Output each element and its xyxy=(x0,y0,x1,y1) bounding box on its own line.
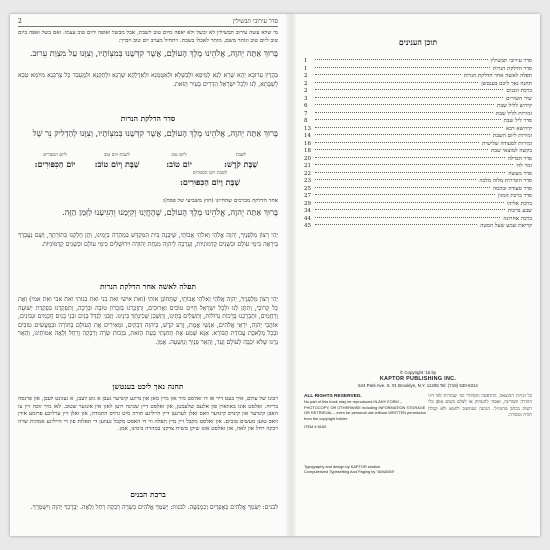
toc-entry-page: 21 xyxy=(304,163,311,169)
toc-row xyxy=(304,96,532,104)
toc-entry-title: קידוש לליל שבת xyxy=(497,103,532,109)
running-head xyxy=(18,18,278,27)
toc-leader-dots xyxy=(315,59,488,60)
toc-entry-page: 7 xyxy=(304,110,308,117)
toc-row xyxy=(304,201,532,209)
eruv-text: בַּהֲדֵין עֵרוּבָא יְהֵא שָׁרֵא לַנָא לְמֵיפֵא וּלְבַשָּׁלָא וּלְאַטְמָנָא וּלְאַדְלָקָא שְׁרָגָא וּלְתַקָּנָא וּלְמֶעְבַּד כָּל צָרְכָּנָא מִיּוֹמָא טָבָא לְשַׁבְּתָא, לָנוּ וּלְכָל יִשְׂרָאֵל הַדָּרִים בָּעִיר הַזֹּאת. xyxy=(18,72,278,88)
toc-row xyxy=(304,73,532,81)
rights-text: No part of this book may be reproduced IN ANY FORM – PHOTOCOPY, OR OTHERWISE including INFORMATION STORAGE OR RETRIEVAL – even for personal use without WRITTEN permission from the copyright holder. xyxy=(304,399,426,421)
toc-entry-page: 2 xyxy=(304,73,308,79)
toc-row xyxy=(304,118,532,126)
toc-entry-page: 1 xyxy=(304,65,308,72)
toc-row xyxy=(304,171,532,179)
candle-option-caption: ליום הכפורים xyxy=(43,153,67,158)
toc-row xyxy=(304,193,532,201)
toc-entry-title: זמירות לסעודה שלישית xyxy=(482,140,532,147)
toc-title: תוכן הענינים xyxy=(398,38,438,47)
shehecheyanu-blessing: בָּרוּךְ אַתָּה יְהוָה, אֱלֹהֵינוּ מֶלֶךְ הָעוֹלָם, שֶׁהֶחֱיָנוּ וְקִיְּמָנוּ וְהִגִּיעָנוּ לַזְּמַן הַזֶּה. xyxy=(62,207,278,217)
eruv-intro: מי שלא עשה עירוב תבשילין לא יבשל ולא יאפה מיום טוב לשבת, אבל מבשל ואופה ליום טוב עצמו. ואם בשל ואפה ביום טוב ליום טוב ונותר משם, מותר לאכלו בשבת. ויתחיל מערב יום טוב ויברך: xyxy=(18,30,278,44)
toc-row xyxy=(304,88,532,96)
toc-entry-title: סדר עירובי תבשילין xyxy=(490,58,532,64)
hebrew-rights-notice: כל זכויות ההוצאה, ההדפסה והסידור וכו׳ שמורות לפי דיני התורה והמדינה, ואסור להעתיק או לצלם בשום אופן בלי רשות בכתב מהמו״ל. הנהגה שנחשוב לחטא ולא קבלת תורה ומסורה. xyxy=(428,394,532,419)
candle-options xyxy=(26,152,270,187)
tefilah-title: תפלה לאשה אחר הדלקת הנרות xyxy=(100,282,196,291)
toc-entry-title: תחנה נאך ליכט בענטשן xyxy=(481,80,532,87)
toc-entry-title: סדר מעשה xyxy=(508,170,532,177)
tkhine-title: תחנה נאך ליכט בענטשן xyxy=(112,382,184,391)
book-gutter xyxy=(286,14,296,536)
toc-entry-page: 44 xyxy=(304,215,311,222)
toc-row xyxy=(304,223,532,231)
toc-leader-dots xyxy=(315,172,505,173)
birkat-title: ברכת הבנים xyxy=(130,490,166,499)
toc-leader-dots xyxy=(315,179,476,180)
toc-row xyxy=(304,103,532,111)
candle-option-value: יוֹם הַכִּפּוּרִים: xyxy=(34,159,76,169)
toc-entry-page: 23 xyxy=(304,178,311,184)
toc-row xyxy=(304,141,532,149)
toc-leader-dots xyxy=(315,89,503,90)
candle-option-value: יוֹם טוֹב: xyxy=(166,159,192,169)
tefilah-text: יְהִי רָצוֹן מִלְּפָנֶיךָ, יְהוָה אֱלֹהַי וֵאלֹהֵי אֲבוֹתַי, שֶׁתְּחוֹנֵן אוֹתִי (ואת אישי ואת בני ואת בנותי ואת אבי ואת אמי) וְאֶת כָּל קְרוֹבַי, וְתִתֶּן לָנוּ וּלְכָל יִשְׂרָאֵל חַיִּים טוֹבִים וַאֲרוּכִים, וְתִזְכְּרֵנוּ בְּזִכְרוֹן טוֹבָה וּבְרָכָה, וְתִפְקְדֵנוּ בִּפְקֻדַּת יְשׁוּעָה וְרַחֲמִים, וּתְבָרְכֵנוּ בְּרָכוֹת גְּדוֹלוֹת, וְתַשְׁלִים בָּתֵּינוּ, וְתַשְׁכֵּן שְׁכִינָתְךָ בֵּינֵינוּ. וְזַכֵּנִי לְגַדֵּל בָּנִים וּבְנֵי בָנִים חֲכָמִים וּנְבוֹנִים, אוֹהֲבֵי יְהוָה, יִרְאֵי אֱלֹהִים, אַנְשֵׁי אֱמֶת, זֶרַע קֹדֶשׁ, בַּיהוָה דְּבֵקִים, וּמְאִירִים אֶת הָעוֹלָם בַּתּוֹרָה וּבְמַעֲשִׂים טוֹבִים וּבְכָל מְלֶאכֶת עֲבוֹדַת הַבּוֹרֵא. אָנָּא שְׁמַע אֶת תְּחִנָּתִי בָּעֵת הַזֹּאת, בִּזְכוּת שָׂרָה וְרִבְקָה וְרָחֵל וְלֵאָה אִמּוֹתֵינוּ, וְהָאֵר נֵרֵנוּ שֶׁלֹּא יִכְבֶּה לְעוֹלָם וָעֶד, וְהָאֵר פָּנֶיךָ וְנִוָּשֵׁעָה. אָמֵן. xyxy=(18,296,278,346)
toc-entry-title: זמירות ליום השבת xyxy=(492,133,532,139)
toc-leader-dots xyxy=(315,224,477,225)
publisher-block xyxy=(304,370,532,389)
toc-entry-title: בקשה למוצאי שבת xyxy=(491,148,532,154)
toc-leader-dots xyxy=(315,74,461,75)
rights-title: ALL RIGHTS RESERVED. xyxy=(304,394,362,399)
toc-leader-dots xyxy=(315,149,488,150)
toc-leader-dots xyxy=(315,134,490,135)
toc-entry-title: ברכת אליהו xyxy=(506,200,532,207)
toc-leader-dots xyxy=(315,157,505,158)
copyright-line: © Copyright ’16 by xyxy=(399,370,437,375)
toc-leader-dots xyxy=(315,217,500,218)
toc-leader-dots xyxy=(315,82,478,83)
toc-entry-page: 8 xyxy=(304,118,308,124)
toc-entry-title: קריאת שמע שעל המטה xyxy=(480,223,532,229)
toc-entry-title: סדר הזמירות מלוה מלכה xyxy=(479,178,532,184)
toc-entry-title: תפלה לאשה אחר הדלקת הנרות xyxy=(463,73,532,79)
toc-list xyxy=(304,58,532,231)
publisher-name: KAPTOR PUBLISHING INC. xyxy=(379,376,457,382)
candles-title: סדר הדלקת הנרות xyxy=(120,114,176,123)
toc-leader-dots xyxy=(315,187,490,188)
toc-leader-dots xyxy=(315,209,505,210)
toc-row xyxy=(304,216,532,224)
toc-row xyxy=(304,133,532,141)
toc-leader-dots xyxy=(315,194,495,195)
publisher-address: 544 Park Ave. S. #1 Brooklyn, N.Y. 11205 Tel: (718) 530-5314 xyxy=(358,383,478,388)
toc-leader-dots xyxy=(315,104,494,105)
candle-option-value: שַׁבָּת וְיוֹם הַכִּפּוּרִים: xyxy=(179,177,241,187)
toc-row xyxy=(304,156,532,164)
toc-entry-page: 27 xyxy=(304,193,311,199)
birkat-text: לבנים: יְשִׂמְךָ אֱלֹהִים כְּאֶפְרַיִם וְכִמְנַשֶּׁה. לבנות: יְשִׂמֵךְ אֱלֹהִים כְּשָׂרָה רִבְקָה רָחֵל וְלֵאָה. יְבָרֶכְךָ יְהוָה וְיִשְׁמְרֶךָ. xyxy=(30,504,278,511)
eruv-blessing: בָּרוּךְ אַתָּה יְהוָה, אֱלֹהֵינוּ מֶלֶךְ הָעוֹלָם, אֲשֶׁר קִדְּשָׁנוּ בְּמִצְוֹתָיו, וְצִוָּנוּ עַל מִצְוַת עֵרוּב. xyxy=(29,48,278,58)
toc-leader-dots xyxy=(315,119,501,120)
toc-row xyxy=(304,126,532,134)
typography-credit: Typography and design by KAPTOR studios xyxy=(304,464,381,469)
toc-entry-title: סדר סעודה ובהמה xyxy=(492,185,532,192)
toc-entry-title: סדר ליל שבת xyxy=(503,118,532,124)
toc-entry-title: סדר הדלקת הנרות xyxy=(492,65,532,72)
toc-entry-page: 2 xyxy=(304,80,308,87)
toc-row xyxy=(304,148,532,156)
toc-entry-title: קידושא רבא xyxy=(505,125,532,132)
toc-entry-title: סדר ברכת המזון xyxy=(497,193,532,199)
page-number: 2 xyxy=(18,18,22,25)
candle-option-value: שַׁבָּת קֹדֶשׁ: xyxy=(224,159,258,169)
toc-entry-page: 22 xyxy=(304,170,311,177)
item-number: ITEM # 8160 xyxy=(304,424,327,430)
toc-row xyxy=(304,58,532,66)
toc-entry-page: 34 xyxy=(304,208,311,214)
toc-entry-page: 45 xyxy=(304,223,311,229)
shehecheyanu-note: אחר הדלקה מברכים שהחיינו (חוץ משביעי של פסח): xyxy=(162,198,278,204)
candles-blessing: בָּרוּךְ אַתָּה יְהוָה, אֱלֹהֵינוּ מֶלֶךְ הָעוֹלָם, אֲשֶׁר קִדְּשָׁנוּ בְּמִצְוֹתָיו, וְצִוָּנוּ לְהַדְלִיק נֵר שֶׁל xyxy=(32,128,278,138)
typesetting-credit: Computerized Typesetting And Paging by "AMUDIM" xyxy=(304,469,395,475)
toc-entry-title: שיר השירים xyxy=(506,95,532,102)
toc-leader-dots xyxy=(315,97,503,98)
toc-leader-dots xyxy=(315,142,479,143)
toc-entry-page: 3 xyxy=(304,95,308,102)
left-page xyxy=(10,14,286,536)
book-spread xyxy=(10,14,540,536)
toc-row xyxy=(304,111,532,119)
toc-leader-dots xyxy=(315,112,493,113)
toc-entry-page: 18 xyxy=(304,148,311,154)
toc-entry-title: ברכה אחרונה xyxy=(503,215,532,222)
toc-leader-dots xyxy=(315,202,504,203)
toc-entry-page: 2 xyxy=(304,88,308,94)
toc-leader-dots xyxy=(315,127,503,128)
toc-entry-page: 25 xyxy=(304,185,311,192)
toc-entry-page: 1 xyxy=(304,58,308,64)
rights-block xyxy=(304,394,426,429)
toc-leader-dots xyxy=(315,67,490,68)
toc-leader-dots xyxy=(315,164,513,165)
toc-entry-title: ברכת הבנים xyxy=(506,88,532,94)
candle-option-caption: ליום טוב xyxy=(171,153,187,158)
toc-row xyxy=(304,208,532,216)
toc-row xyxy=(304,81,532,89)
toc-entry-title: זמירות לליל שבת xyxy=(495,110,532,117)
candle-option-value: שַׁבָּת וְיוֹם טוֹב: xyxy=(94,159,140,169)
toc-entry-page: 29 xyxy=(304,200,311,207)
toc-entry-page: 20 xyxy=(304,155,311,162)
candle-option-caption: לשבת xyxy=(235,153,247,158)
right-page xyxy=(296,14,540,536)
toc-row xyxy=(304,178,532,186)
toc-row xyxy=(304,186,532,194)
toc-entry-page: 6 xyxy=(304,103,308,109)
toc-entry-title: זמר לה׳ xyxy=(515,163,532,169)
credits-block xyxy=(304,464,444,475)
toc-entry-page: 16 xyxy=(304,140,311,147)
toc-entry-title: שבע ברכות xyxy=(507,208,532,214)
toc-row xyxy=(304,66,532,74)
yehi-ratzon-text: יְהִי רָצוֹן מִלְּפָנֶיךָ, יְהוָה אֱלֹהַי וֵאלֹהֵי אֲבוֹתַי, שֶׁיִּבָּנֶה בֵּית הַמִּקְדָּשׁ בִּמְהֵרָה בְיָמֵינוּ, וְתֵן חֶלְקֵנוּ בְּתוֹרָתֶךָ, וְשָׁם נַעֲבָדְךָ בְּיִרְאָה כִּימֵי עוֹלָם וּכְשָׁנִים קַדְמוֹנִיּוֹת, וְעָרְבָה לַיהוָה מִנְחַת יְהוּדָה וִירוּשָׁלָיִם כִּימֵי עוֹלָם וּכְשָׁנִים קַדְמוֹנִיּוֹת. xyxy=(18,232,278,248)
toc-entry-page: 13 xyxy=(304,125,311,132)
running-head-title: סדר עירובי תבשילין xyxy=(232,18,278,25)
candle-option-caption: לשבת ויום הכפורים xyxy=(192,171,228,176)
tkhine-text: רבונו של עולם, איך בעט דיר אז דו זאלסט מיר און מיין מאן און מיינע קינדער געבן א גוט לעבן, א געזונט לעבן, און פרנסה בריוח. זאלסט אונז באווארן פון אלעם שלעכטן, און זאלסט דיין שכינה רוען לאזן אין אונזער שטוב. לאז מיך זוכה זיין צו האבן קינדער און קינדס קינדער וואס זאלן לערנען דיין הייליגע תורה מיט גרויס התמדה, און זאלן זיין ערליכע פרומע אידן וואס טוען מעשים טובים. און זאלסט מקבל זיין מיין תפלה ווי דו האסט מקבל געווען די תפלות פון די הייליגע אמהות שרה רבקה רחל און לאה, און זאלסט אונז שיקן משיח צדקנו במהרה בימינו, אמן. xyxy=(18,396,278,433)
toc-row xyxy=(304,163,532,171)
toc-entry-title: סדר הבדלה xyxy=(507,155,532,162)
candle-option-caption: לשבת ויום טוב xyxy=(104,153,130,158)
toc-entry-page: 14 xyxy=(304,133,311,139)
